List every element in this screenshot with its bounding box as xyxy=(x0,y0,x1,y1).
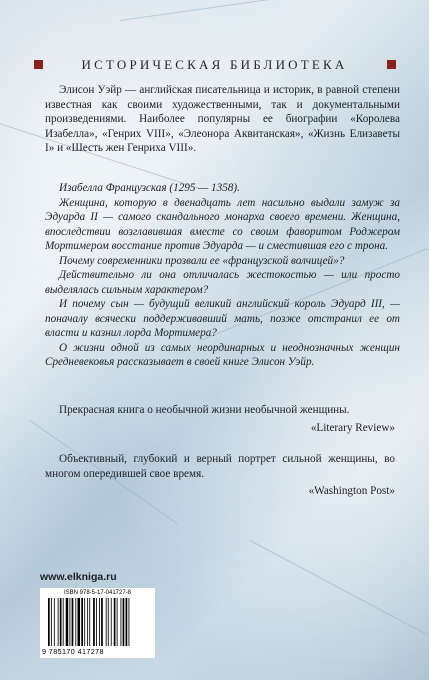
barcode-bar xyxy=(78,598,81,646)
quote-text: Объективный, глубокий и верный портрет сильной женщины, во многом опередившей свое время. xyxy=(45,453,395,480)
barcode-bar xyxy=(87,598,88,646)
barcode-bar xyxy=(101,598,103,646)
barcode-bar xyxy=(126,598,128,646)
barcode-bar xyxy=(117,598,118,646)
barcode-bar xyxy=(111,598,112,646)
author-intro xyxy=(45,83,400,156)
review-quote xyxy=(45,403,395,435)
barcode-bar xyxy=(58,598,59,646)
isbn-number: ISBN 978-5-17-041727-8 xyxy=(63,590,132,596)
barcode-bar xyxy=(54,598,55,646)
barcode-bar xyxy=(81,598,83,646)
book-description xyxy=(45,181,400,370)
quote-source: «Washington Post» xyxy=(308,485,395,497)
barcode-bar xyxy=(75,598,76,646)
barcode-bar xyxy=(66,598,69,646)
quote-text: Прекрасная книга о необычной жизни необычной женщины. xyxy=(59,404,350,416)
author-intro-text: Элисон Уэйр — английская писательница и историк, в равной степени известная как своими художественными, так и документальными произведениями. Наиболее популярны ее биографии «Королева Изабелла», «Генрих VIII», «Элеонора Аквитанская», «Жизнь Елизаветы I» и «Шесть жен Генриха VIII». xyxy=(45,84,400,154)
quote-source: «Literary Review» xyxy=(310,421,395,434)
barcode-bar xyxy=(63,598,64,646)
barcode-bar xyxy=(96,598,97,646)
barcode-bar xyxy=(72,598,74,646)
marble-vein xyxy=(120,0,358,21)
barcode-bar xyxy=(84,598,85,646)
description-paragraph: Действительно ли она отличалась жестокостью — или просто выделялась сильным характером? xyxy=(45,269,400,296)
barcode-bar xyxy=(106,598,107,646)
barcode-bar xyxy=(108,598,109,646)
publisher-website: www.elkniga.ru xyxy=(40,571,117,583)
right-square-ornament xyxy=(387,60,396,69)
description-paragraph: Женщина, которую в двенадцать лет насильно выдали замуж за Эдуарда II — самого скандального монарха своего времени. Женщина, впоследствии возглавившая вместе со своим фаворитом Роджером Мортимером восстание против Эдуарда — и сместившая его с трона. xyxy=(45,196,400,252)
description-paragraph: Почему современники прозвали ее «французской волчицей»? xyxy=(59,254,345,267)
barcode-bar xyxy=(99,598,100,646)
description-paragraph: О жизни одной из самых неординарных и неоднозначных женщин Средневековья рассказывает в своей книге Элисон Уэйр. xyxy=(45,341,400,368)
barcode-bars xyxy=(48,598,150,646)
barcode-bar xyxy=(70,598,71,646)
series-header xyxy=(0,56,429,74)
barcode-digits: 9 785170 417278 xyxy=(42,647,104,656)
review-quote xyxy=(45,452,395,499)
barcode-bar xyxy=(48,598,50,646)
barcode-bar xyxy=(51,598,52,646)
description-paragraph: И почему сын — будущий великий английский король Эдуард III, — поначалу всячески поддерживавший мать, позже отстранил ее от власти и казнил лорда Мортимера? xyxy=(45,298,400,339)
barcode-bar xyxy=(89,598,90,646)
barcode-bar xyxy=(60,598,62,646)
description-paragraph: Изабелла Французская (1295 — 1358). xyxy=(59,182,240,194)
marble-vein xyxy=(250,540,427,635)
series-title: ИСТОРИЧЕСКАЯ БИБЛИОТЕКА xyxy=(81,57,348,72)
barcode-bar xyxy=(121,598,122,646)
barcode xyxy=(40,588,155,658)
barcode-bar xyxy=(129,598,130,646)
barcode-bar xyxy=(114,598,116,646)
barcode-bar xyxy=(93,598,95,646)
barcode-bar xyxy=(123,598,125,646)
